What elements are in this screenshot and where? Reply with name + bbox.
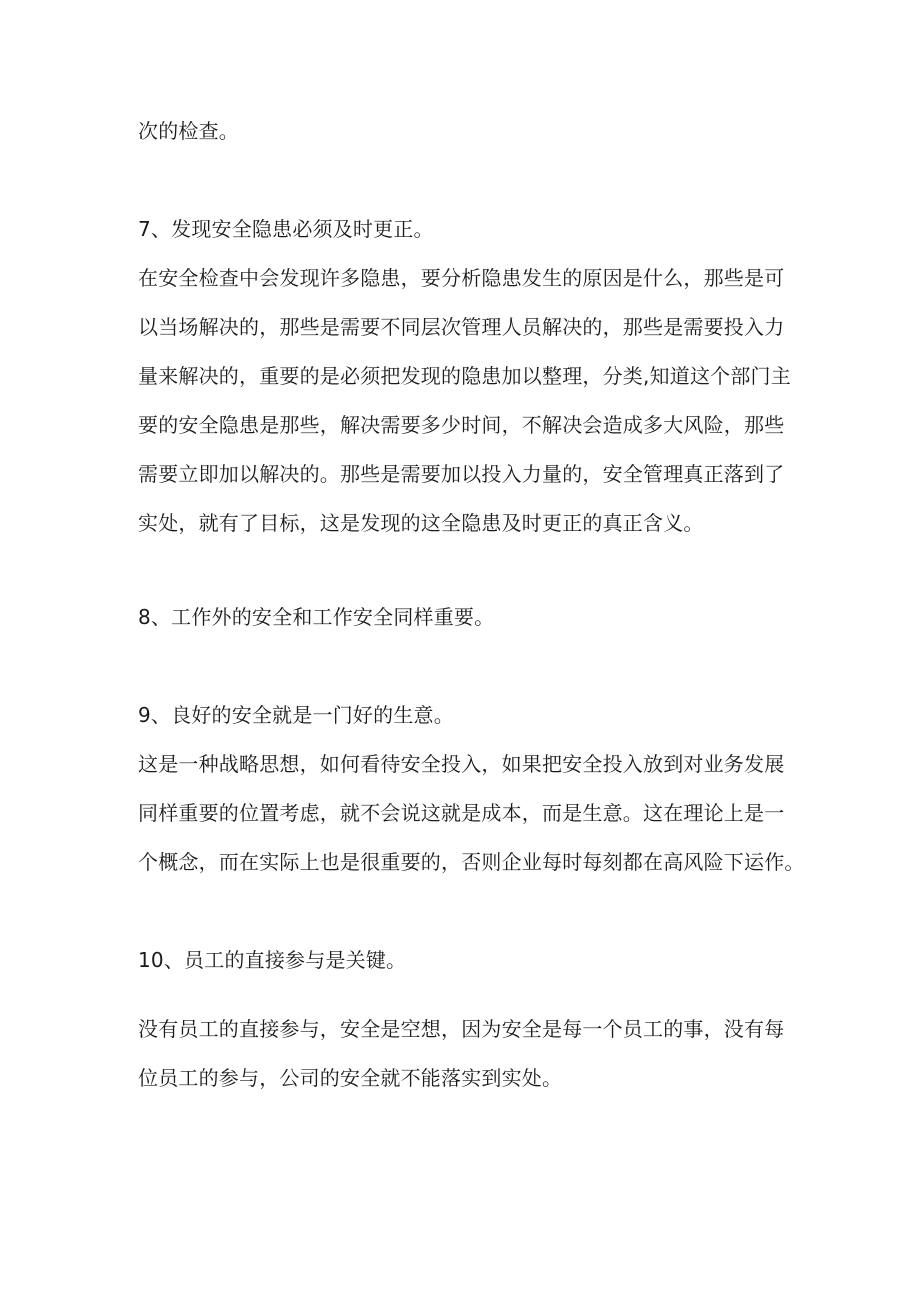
section-heading-9: 9、良好的安全就是一门好的生意。 (138, 703, 454, 727)
paragraph-line: 位员工的参与，公司的安全就不能落实到实处。 (138, 1066, 563, 1090)
paragraph-line: 同样重要的位置考虑，就不会说这就是成本，而是生意。这在理论上是一 (138, 801, 785, 825)
paragraph-line: 没有员工的直接参与，安全是空想，因为安全是每一个员工的事，没有每 (138, 1017, 785, 1041)
paragraph-line: 实处，就有了目标，这是发现的这全隐患及时更正的真正含义。 (138, 511, 704, 535)
paragraph-line: 在安全检查中会发现许多隐患，要分析隐患发生的原因是什么，那些是可 (138, 266, 785, 290)
paragraph-line: 个概念，而在实际上也是很重要的，否则企业每时每刻都在高风险下运作。 (138, 850, 805, 874)
text-line-continuation: 次的检查。 (138, 119, 239, 143)
section-heading-10: 10、员工的直接参与是关键。 (138, 948, 407, 972)
section-heading-8: 8、工作外的安全和工作安全同样重要。 (138, 605, 495, 629)
paragraph-line: 这是一种战略思想，如何看待安全投入，如果把安全投入放到对业务发展 (138, 752, 785, 776)
section-heading-7: 7、发现安全隐患必须及时更正。 (138, 217, 434, 241)
paragraph-line: 量来解决的，重要的是必须把发现的隐患加以整理，分类,知道这个部门主 (138, 364, 791, 388)
paragraph-line: 需要立即加以解决的。那些是需要加以投入力量的，安全管理真正落到了 (138, 462, 785, 486)
paragraph-line: 要的安全隐患是那些，解决需要多少时间，不解决会造成多大风险，那些 (138, 413, 785, 437)
paragraph-line: 以当场解决的，那些是需要不同层次管理人员解决的，那些是需要投入力 (138, 315, 785, 339)
